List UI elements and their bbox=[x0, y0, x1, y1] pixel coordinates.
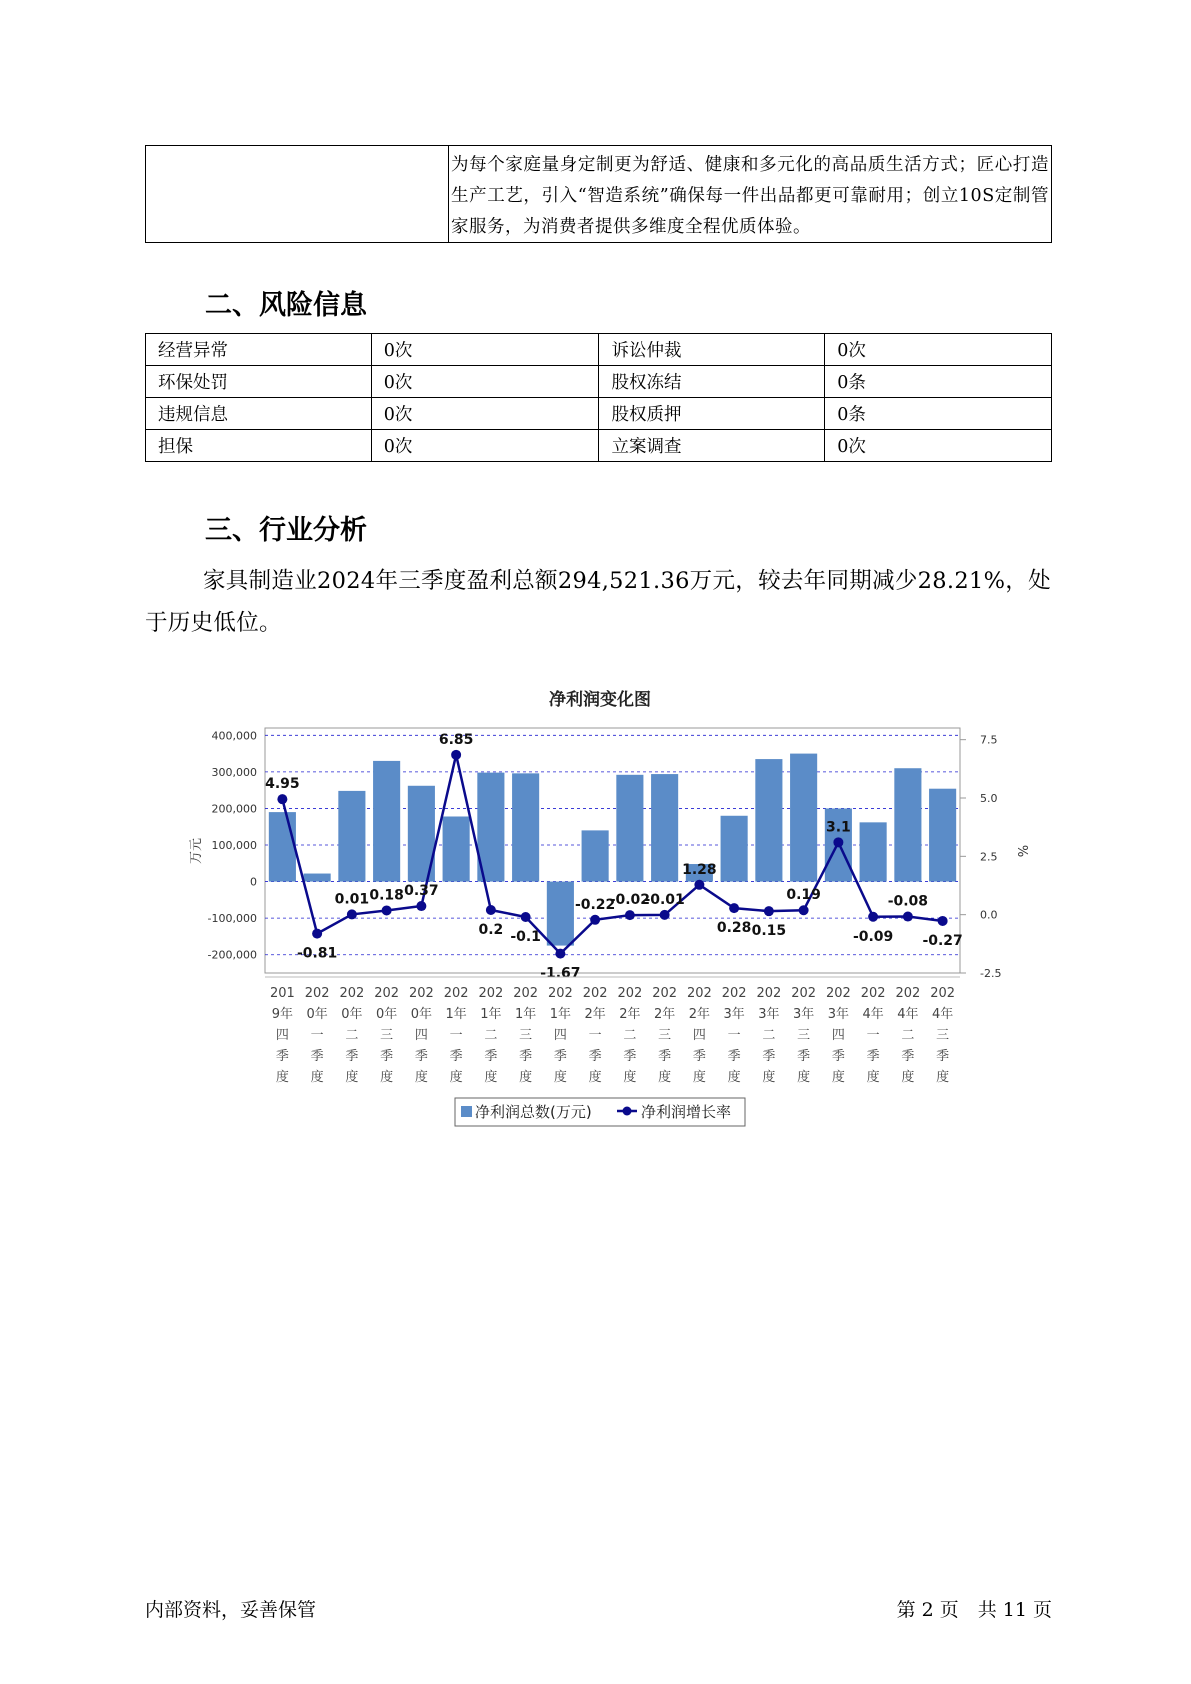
bar bbox=[721, 816, 748, 882]
legend-bar-label: 净利润总数(万元) bbox=[475, 1103, 592, 1121]
right-tick-label: 5.0 bbox=[980, 792, 998, 805]
bar bbox=[443, 816, 470, 881]
right-tick-label: 7.5 bbox=[980, 733, 998, 747]
line-point bbox=[277, 794, 287, 804]
risk-label: 立案调查 bbox=[599, 430, 825, 462]
category-label: 202 0年三季度 bbox=[374, 986, 400, 1085]
bar bbox=[304, 874, 331, 882]
footer-left: 内部资料，妥善保管 bbox=[145, 1599, 317, 1621]
line-point bbox=[729, 903, 739, 913]
risk-value: 0次 bbox=[371, 366, 599, 398]
data-label: 0.15 bbox=[751, 923, 787, 940]
risk-label: 违规信息 bbox=[146, 398, 372, 430]
line-point bbox=[694, 880, 704, 890]
left-tick-label: 100,000 bbox=[211, 839, 257, 853]
right-axis-label: % bbox=[1014, 844, 1029, 858]
category-label: 202 1年二季度 bbox=[478, 986, 504, 1085]
data-label: -0.81 bbox=[296, 945, 338, 962]
bar bbox=[755, 759, 782, 882]
data-label: 1.28 bbox=[682, 861, 717, 878]
data-label: 0.19 bbox=[786, 887, 821, 904]
line-point bbox=[660, 910, 670, 920]
bar bbox=[338, 791, 365, 882]
category-label: 202 0年一季度 bbox=[304, 986, 330, 1085]
category-label: 202 4年一季度 bbox=[860, 986, 886, 1085]
left-axis-label: 万元 bbox=[189, 837, 204, 865]
line-point bbox=[938, 916, 948, 926]
table-divider bbox=[448, 146, 449, 242]
category-label: 202 1年一季度 bbox=[443, 986, 469, 1085]
left-tick-label: 200,000 bbox=[211, 802, 257, 816]
data-label: 0.28 bbox=[716, 920, 752, 937]
line-point bbox=[764, 906, 774, 916]
bar bbox=[790, 754, 817, 882]
line-point bbox=[625, 910, 635, 920]
line-point bbox=[590, 915, 600, 925]
line-point bbox=[833, 837, 843, 847]
line-point bbox=[486, 905, 496, 915]
category-label: 202 4年三季度 bbox=[930, 986, 956, 1085]
bar bbox=[512, 773, 539, 881]
line-point bbox=[521, 912, 531, 922]
line-point bbox=[799, 905, 809, 915]
line-point bbox=[451, 750, 461, 760]
risk-label: 担保 bbox=[146, 430, 372, 462]
data-label: 0.2 bbox=[478, 922, 504, 938]
category-label: 202 1年三季度 bbox=[513, 986, 539, 1085]
risk-value: 0条 bbox=[825, 398, 1052, 430]
line-point bbox=[903, 912, 913, 922]
category-label: 201 9年四季度 bbox=[269, 986, 295, 1085]
line-point bbox=[416, 901, 426, 911]
left-tick-label: -200,000 bbox=[207, 948, 257, 962]
data-label: 3.1 bbox=[825, 819, 851, 836]
bar bbox=[582, 830, 609, 881]
intro-table bbox=[145, 145, 1052, 243]
industry-paragraph: 家具制造业2024年三季度盈利总额294,521.36万元，较去年同期减少28.21%，处于历史低位。 bbox=[145, 568, 1051, 636]
net-profit-chart bbox=[0, 680, 1191, 1130]
left-axis bbox=[208, 729, 257, 961]
bar bbox=[894, 768, 921, 881]
data-label: 4.95 bbox=[265, 776, 300, 793]
risk-value: 0次 bbox=[825, 430, 1052, 462]
category-label: 202 3年三季度 bbox=[791, 986, 817, 1085]
data-label: 6.85 bbox=[438, 731, 474, 748]
category-label: 202 3年二季度 bbox=[756, 986, 782, 1085]
risk-label: 经营异常 bbox=[146, 334, 372, 366]
risk-label: 诉讼仲裁 bbox=[599, 334, 825, 366]
category-label: 202 1年四季度 bbox=[547, 986, 573, 1085]
category-labels bbox=[270, 986, 955, 1085]
risk-value: 0次 bbox=[371, 430, 599, 462]
bar bbox=[929, 789, 956, 882]
table-row bbox=[146, 430, 1052, 462]
risk-label: 环保处罚 bbox=[146, 366, 372, 398]
industry-heading: 三、行业分析 bbox=[205, 515, 367, 546]
data-label: -0.09 bbox=[852, 928, 894, 945]
data-label: -0.08 bbox=[887, 893, 929, 910]
page-number: 第 2 页 共 11 页 bbox=[896, 1599, 1052, 1621]
line-point bbox=[382, 905, 392, 915]
right-tick-label: 2.5 bbox=[980, 850, 998, 864]
chart-title: 净利润变化图 bbox=[549, 690, 651, 710]
data-label: 0.37 bbox=[404, 883, 439, 900]
category-label: 202 2年一季度 bbox=[582, 986, 608, 1085]
risk-value: 0次 bbox=[825, 334, 1052, 366]
category-label: 202 2年二季度 bbox=[617, 986, 643, 1085]
risk-value: 0次 bbox=[371, 334, 599, 366]
bar bbox=[616, 775, 643, 882]
bar bbox=[651, 774, 678, 882]
data-label: -0.02 bbox=[609, 892, 651, 909]
data-label: 0.18 bbox=[369, 887, 404, 904]
right-axis bbox=[960, 734, 1001, 980]
risk-value: 0条 bbox=[825, 366, 1052, 398]
category-label: 202 0年二季度 bbox=[339, 986, 365, 1085]
table-row bbox=[146, 366, 1052, 398]
line-point bbox=[347, 909, 357, 919]
bar bbox=[269, 812, 296, 881]
bar bbox=[547, 882, 574, 946]
category-label: 202 3年四季度 bbox=[825, 986, 851, 1085]
legend-bar-swatch bbox=[461, 1106, 472, 1117]
data-label: 0.01 bbox=[334, 891, 370, 908]
line-point bbox=[868, 912, 878, 922]
data-label: -0.22 bbox=[574, 896, 616, 913]
table-row bbox=[146, 334, 1052, 366]
legend-line-label: 净利润增长率 bbox=[641, 1103, 732, 1121]
left-tick-label: 400,000 bbox=[211, 729, 257, 743]
right-tick-label: 0.0 bbox=[980, 908, 998, 922]
category-label: 202 3年一季度 bbox=[721, 986, 747, 1085]
risk-value: 0次 bbox=[371, 398, 599, 430]
legend bbox=[455, 1098, 745, 1126]
bar bbox=[860, 822, 887, 881]
data-label: -0.01 bbox=[644, 891, 685, 908]
left-tick-label: 300,000 bbox=[211, 765, 257, 779]
category-label: 202 2年四季度 bbox=[686, 986, 712, 1085]
line-point bbox=[312, 929, 322, 939]
risk-table bbox=[145, 333, 1052, 462]
category-label: 202 4年二季度 bbox=[895, 986, 921, 1085]
category-label: 202 0年四季度 bbox=[408, 986, 434, 1085]
table-row bbox=[146, 398, 1052, 430]
data-label: -0.27 bbox=[922, 932, 963, 949]
bar bbox=[373, 761, 400, 882]
data-label: -1.67 bbox=[540, 965, 581, 982]
risk-label: 股权质押 bbox=[599, 398, 825, 430]
risk-heading: 二、风险信息 bbox=[205, 290, 367, 321]
data-label: -0.1 bbox=[510, 929, 541, 945]
line-point bbox=[555, 949, 565, 959]
right-tick-label: -2.5 bbox=[980, 967, 1002, 980]
intro-text: 为每个家庭量身定制更为舒适、健康和多元化的高品质生活方式；匠心打造生产工艺，引入“智造系统”确保每一件出品都更可靠耐用；创立10S定制管家服务，为消费者提供多维度全程优质体验。 bbox=[451, 155, 1049, 237]
left-tick-label: -100,000 bbox=[207, 912, 257, 926]
risk-label: 股权冻结 bbox=[599, 366, 825, 398]
left-tick-label: 0 bbox=[250, 875, 257, 889]
category-label: 202 2年三季度 bbox=[652, 986, 678, 1085]
